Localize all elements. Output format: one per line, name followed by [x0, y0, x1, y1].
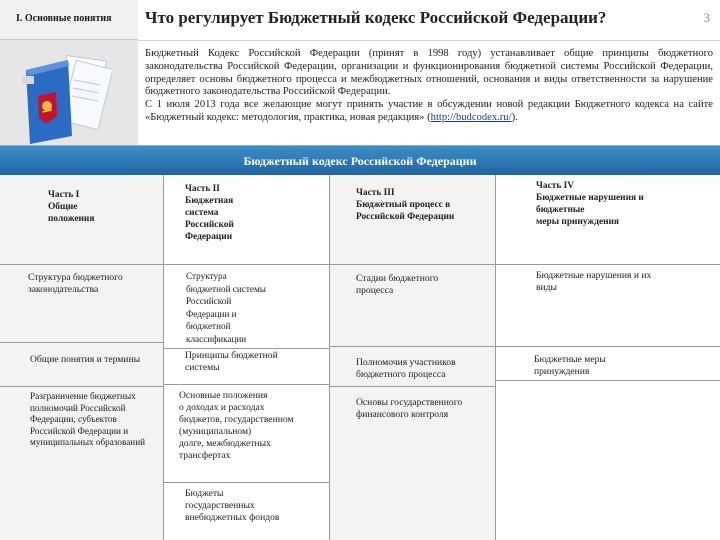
budget-code-folder-icon	[22, 52, 112, 144]
intro-paragraph-2-tail: ).	[511, 111, 518, 123]
part4-item-line: принуждения	[534, 366, 590, 377]
intro-panel	[0, 40, 138, 145]
intro-paragraph-2	[145, 99, 713, 125]
part3-item-line: процесса	[356, 285, 394, 296]
row-divider	[329, 386, 495, 387]
row-divider	[0, 386, 163, 387]
part3-header-line: Часть III	[356, 188, 395, 198]
table-banner	[0, 145, 720, 175]
part2-header	[185, 183, 325, 243]
table-title: Бюджетный кодекс Российской Федерации	[243, 154, 477, 168]
part1-header-line: Общие	[48, 202, 78, 212]
header-divider	[138, 40, 720, 41]
part3-item-line: финансового контроля	[356, 409, 449, 420]
part2-item-line: классификации	[186, 333, 247, 344]
part2-item-line: Принципы бюджетной	[185, 350, 278, 361]
part2-item-line: трансфертах	[179, 450, 231, 461]
column-divider	[329, 175, 330, 540]
row-divider	[0, 264, 720, 265]
part3-item-line: бюджетного процесса	[356, 369, 446, 380]
part2-item-line: государственных	[185, 500, 255, 511]
part2-item-line: Федерации и	[186, 308, 237, 319]
row-divider	[495, 380, 720, 381]
part2-item-line: Российской	[186, 296, 232, 307]
part2-item-line: о доходах и расходах	[179, 402, 265, 413]
part3-item-powers	[356, 357, 492, 381]
part3-item-line: Полномочия участников	[356, 357, 456, 368]
part1-item-terms: Общие понятия и термины	[30, 354, 141, 365]
column-divider	[495, 175, 496, 540]
row-divider	[163, 384, 329, 385]
part3-header-line: Российской Федерации	[356, 212, 455, 222]
section-label: I. Основные понятия	[0, 0, 138, 40]
row-divider	[163, 348, 329, 349]
part1-header-line: Часть I	[48, 190, 80, 200]
intro-text	[145, 48, 713, 125]
part1-item-powers: Разграничение бюджетных полномочий Российской Федерации, субъектов Российской Федерации и муниципальных образований	[30, 391, 146, 448]
part4-header-line: Часть IV	[536, 181, 575, 191]
part4-item-measures	[534, 354, 714, 378]
part4-header-line: бюджетные	[536, 205, 585, 215]
part2-item-line: (муниципальном)	[179, 426, 252, 437]
part2-item-line: Бюджеты	[185, 488, 224, 499]
part4-item-line: Бюджетные нарушения и их	[536, 270, 652, 281]
part3-header	[356, 187, 492, 223]
part2-item-funds	[185, 488, 325, 524]
part2-header-line: Российской	[185, 220, 234, 230]
part3-item-control	[356, 397, 494, 421]
part3-item-stages	[356, 273, 492, 297]
part2-header-line: Часть II	[185, 184, 220, 194]
column-divider	[163, 175, 164, 540]
part4-item-line: Бюджетные меры	[534, 354, 606, 365]
part2-item-line: системы	[185, 362, 220, 373]
part2-item-revenues	[179, 390, 329, 462]
part2-header-line: Федерации	[185, 232, 233, 242]
part2-item-line: бюджетной	[186, 321, 231, 332]
part3-item-line: Стадии бюджетного	[356, 273, 439, 284]
part2-item-line: бюджетов, государственном	[179, 414, 294, 425]
part2-item-line: долге, межбюджетных	[179, 438, 271, 449]
part4-header-line: Бюджетные нарушения и	[536, 193, 644, 203]
budcodex-link[interactable]: http://budcodex.ru/	[430, 111, 512, 123]
part3-item-line: Основы государственного	[356, 397, 463, 408]
part3-header-line: Бюджетный процесс в	[356, 200, 451, 210]
part1-header	[48, 189, 158, 225]
part2-item-line: внебюджетных фондов	[185, 512, 280, 523]
row-divider	[163, 482, 329, 483]
part4-header	[536, 180, 716, 228]
part2-item-principles	[185, 350, 325, 374]
part4-header-line: меры принуждения	[536, 217, 619, 227]
intro-paragraph-1: Бюджетный Кодекс Российской Федерации (принят в 1998 году) устанавливает общие принципы бюджетного законодательства Российской Федерации, организации и функционирования бюджетной системы Российской Федерации, определяет основы бюджетного процесса и межбюджетных отношений, основания и виды ответственности за нарушение бюджетного законодательства Российской Федерации.	[145, 48, 713, 98]
part4-item-violations	[536, 270, 716, 294]
part1-item-structure: Структура бюджетного законодательства	[28, 272, 123, 295]
part2-header-line: система	[185, 208, 219, 218]
part4-item-line: виды	[536, 282, 557, 293]
part2-item-line: бюджетной системы	[186, 283, 266, 294]
part2-item-structure	[186, 270, 326, 346]
part2-header-line: Бюджетная	[185, 196, 234, 206]
part2-item-line: Основные положения	[179, 390, 268, 401]
page-number: 3	[703, 10, 710, 25]
row-divider	[0, 342, 163, 343]
part1-header-line: положения	[48, 214, 95, 224]
intro-paragraph-2-text: С 1 июля 2013 года все желающие могут принять участие в обсуждении новой редакции Бюджетного кодекса на сайте «Бюджетный кодекс: методология, практика, новая редакция» (	[145, 99, 713, 123]
page-title: Что регулирует Бюджетный кодекс Российской Федерации?	[145, 8, 607, 27]
row-divider	[329, 346, 720, 347]
part2-item-line: Структура	[186, 271, 227, 281]
